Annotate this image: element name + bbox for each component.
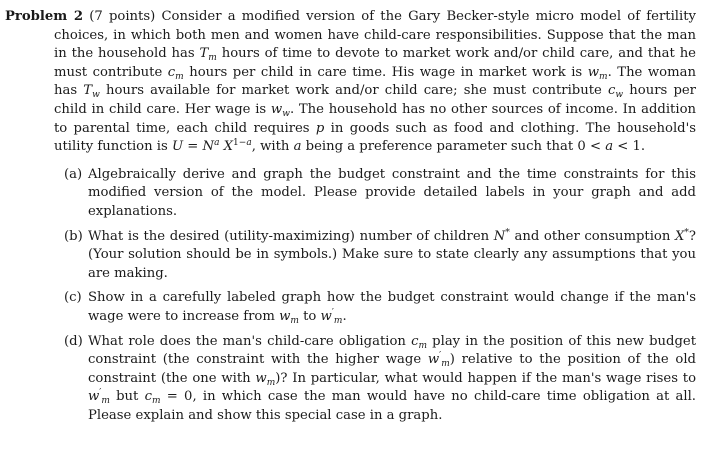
math-w-m: $w_m$	[279, 308, 299, 326]
intro-text-4: . The woman has	[54, 64, 696, 99]
part-label: (a)	[64, 166, 83, 182]
math-w-m-prime: $w'_m$	[427, 351, 450, 370]
math-w-m: $w_m$	[587, 64, 608, 82]
part-label: (c)	[64, 290, 82, 306]
math-w-w: $w_w$	[270, 101, 290, 119]
part-text: What role does the man's child-care obligation	[88, 333, 412, 349]
part-text: )? In particular, what would happen if the man's wage rises to	[275, 370, 697, 386]
part-text: play in the position of this new budget constraint (the constraint with the higher wage	[88, 333, 696, 368]
math-T-w: $T_w$	[83, 83, 100, 101]
math-X-star: X*	[675, 227, 689, 244]
math-p: p	[315, 120, 325, 136]
intro-text-6: hours per child in child care. Her wage is	[54, 83, 696, 117]
intro-text-5: hours available for market work and/or child care; she must contribute	[99, 83, 608, 99]
math-w-m-prime: $w'_m$	[320, 307, 343, 326]
part-text: and other consumption	[509, 228, 676, 244]
problem-parts-list	[5, 166, 696, 426]
intro-text-2: hours of time to devote to market work and/or child care, and that he must contribute	[54, 46, 696, 80]
part-c	[5, 289, 696, 326]
part-label: (d)	[64, 333, 83, 349]
intro-text-11: .	[640, 139, 646, 155]
intro-text-8: in goods such as food and clothing. The household's utility function is	[54, 120, 696, 155]
math-utility-function: $U = N^a$ $X^{1-a}$	[171, 138, 252, 155]
intro-text-10: being a preference parameter such that	[301, 139, 578, 155]
part-text: ? (Your solution should be in symbols.) Make sure to state clearly any assumptions that you are making.	[88, 228, 696, 281]
part-a	[5, 166, 696, 222]
part-text: but	[109, 389, 145, 405]
part-text: .	[342, 308, 347, 324]
math-a: a	[293, 139, 302, 155]
intro-text-7: . The household has no other sources of income. In addition to parental time, each child requires	[54, 101, 696, 136]
problem-heading: Problem 2	[5, 9, 84, 24]
math-w-m-prime: $w'_m$	[88, 388, 110, 407]
part-text: What is the desired (utility-maximizing) number of children	[88, 228, 494, 244]
part-b	[5, 228, 696, 284]
part-text: Show in a carefully labeled graph how the budget constraint would change if the man's wage were to increase from	[88, 290, 696, 324]
part-text: ) relative to the position of the old constraint (the one with	[88, 352, 696, 386]
intro-text-1: Consider a modified version of the Gary Becker-style micro model of fertility choices, in which both men and women have child-care responsibilities. Suppose that the man in the household has	[54, 9, 696, 62]
intro-text-9: , with	[251, 139, 294, 155]
math-a-range: 0 < a < 1	[577, 139, 641, 155]
part-d	[5, 333, 696, 426]
math-w-m: $w_m$	[255, 370, 276, 388]
math-c-w: $c_w$	[608, 83, 624, 101]
math-c-m: $c_m$	[167, 64, 184, 82]
math-T-m: $T_m$	[199, 46, 217, 64]
part-label: (b)	[64, 228, 83, 244]
problem-points: (7 points)	[89, 9, 156, 24]
part-text: to	[298, 308, 321, 324]
math-c-m-zero: $c_m = 0$	[144, 389, 193, 407]
part-text: , in which case the man would have no child-care time obligation at all. Please explain and show this special case in a graph.	[88, 389, 696, 423]
problem-statement	[5, 8, 696, 157]
intro-text-3: hours per child in care time. His wage in market work is	[183, 64, 588, 80]
part-text: Algebraically derive and graph the budget constraint and the time constraints for this modified version of the model. Please provide detailed labels in your graph and add explanations.	[88, 166, 696, 219]
math-N-star: N*	[493, 227, 510, 244]
math-c-m: $c_m$	[411, 333, 427, 351]
